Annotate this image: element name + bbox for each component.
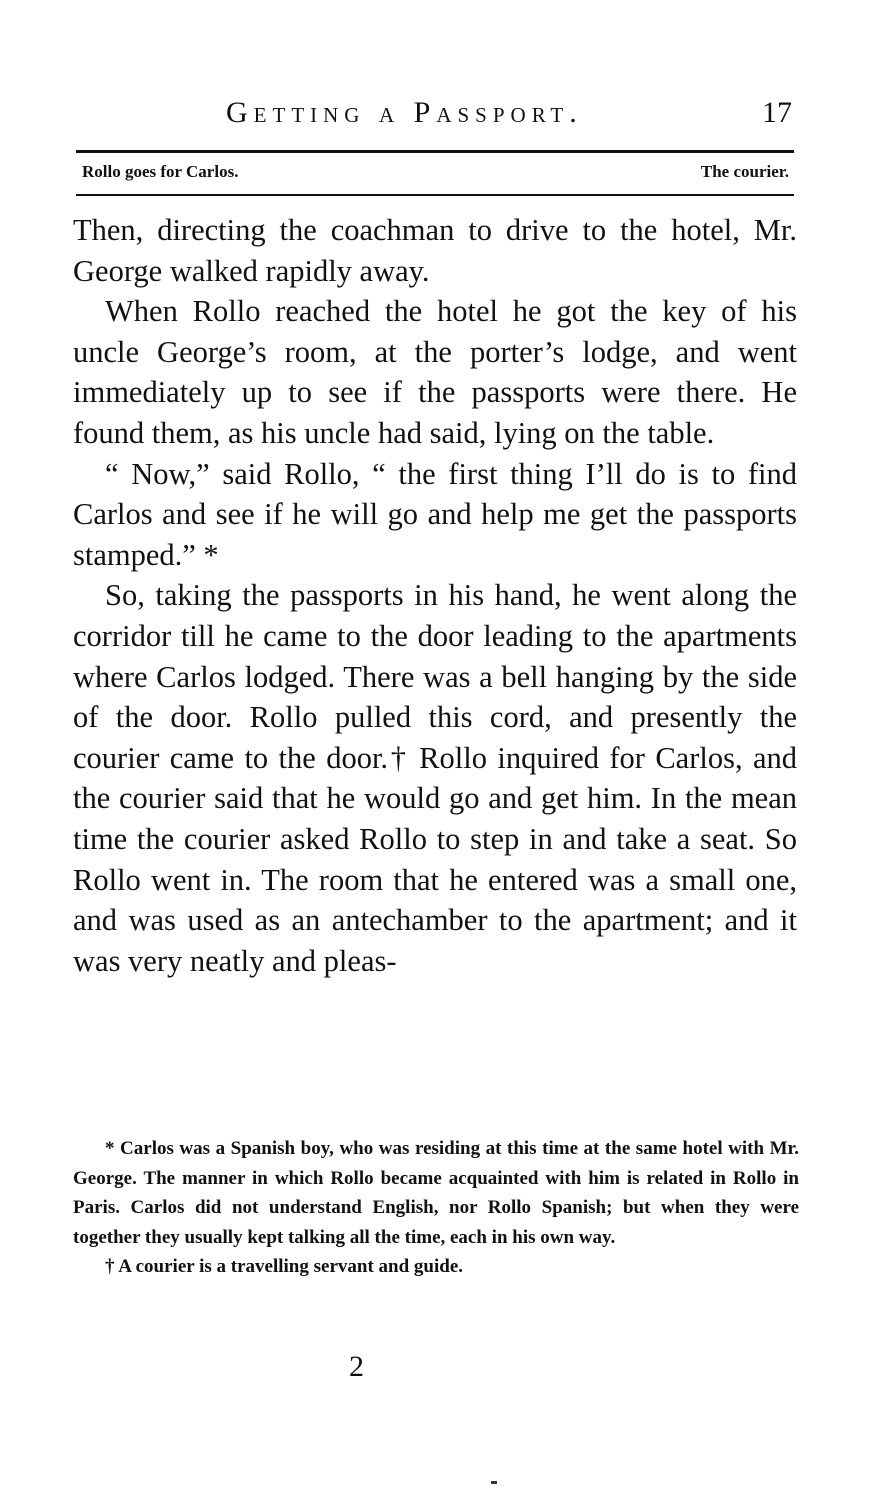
footnote: † A courier is a travelling servant and guide. [105,1256,464,1278]
running-head [76,96,796,140]
header-rule [76,150,794,153]
chapter-title: Getting a Passport. [226,96,583,129]
signature-mark: 2 [349,1350,364,1383]
side-note-rule [76,194,794,196]
body-text [73,210,797,981]
paragraph: Then, directing the coachman to drive to the hotel, Mr. George walked rapidly away. [73,213,797,288]
paragraph: “ Now,” said Rollo, “ the first thing I’ll do is to find Carlos and see if he will go and help me get the passports stamped.” * [73,456,797,572]
ink-mark [491,1481,497,1484]
footnotes [73,1134,799,1282]
page-number: 17 [762,96,792,129]
side-note-right: The courier. [700,162,789,181]
paragraph: When Rollo reached the hotel he got the key of his uncle George’s room, at the porter’s lodge, and went immediately up to see if the passports were there. He found them, as his uncle had said, lying on the table. [73,294,797,450]
footnote: * Carlos was a Spanish boy, who was residing at this time at the same hotel with Mr. George. The manner in which Rollo became acquainted with him is related in Rollo in Paris. Carlos did not understand English, nor Rollo Spanish; but when they were together they usually kept talking all the time, each in his own way. [73,1138,799,1248]
paragraph: So, taking the passports in his hand, he went along the corridor till he came to the door leading to the apartments where Carlos lodged. There was a bell hanging by the side of the door. Rollo pulled this cord, and presently the courier came to the door.† Rollo inquired for Carlos, and the courier said that he would go and get him. In the mean time the courier asked Rollo to step in and take a seat. So Rollo went in. The room that he entered was a small one, and was used as an antechamber to the apartment; and it was very neatly and pleas- [73,578,797,978]
side-note-left: Rollo goes for Carlos. [82,162,239,181]
